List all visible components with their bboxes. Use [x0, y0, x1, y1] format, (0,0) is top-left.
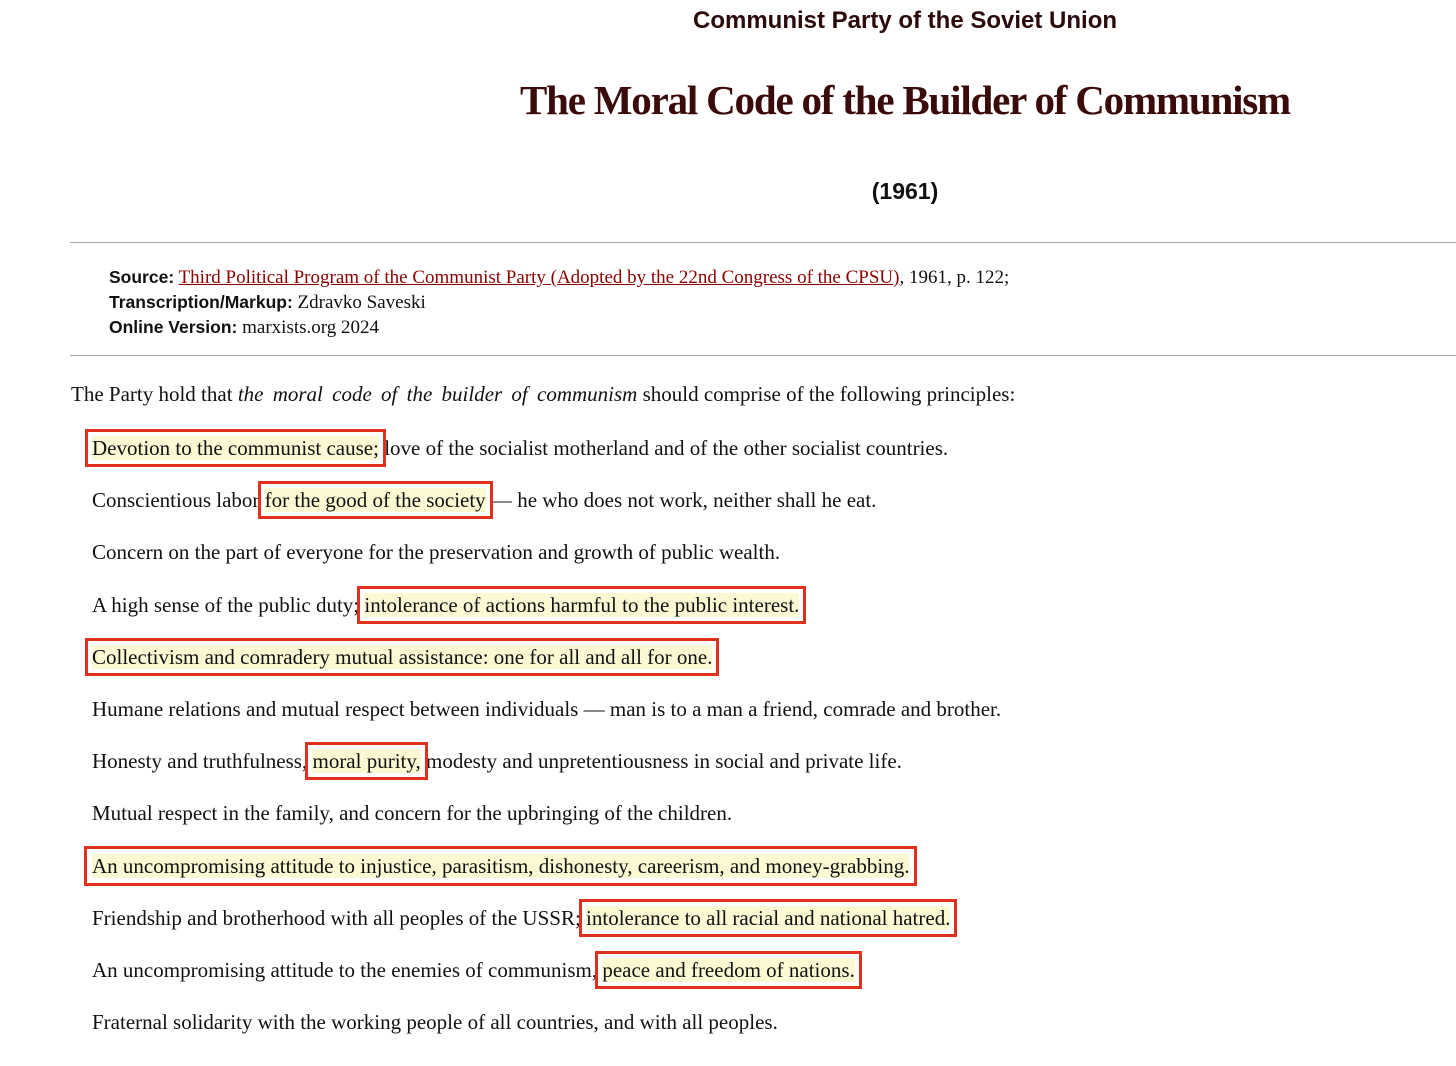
source-info — [109, 265, 1009, 340]
principle-item — [92, 852, 1001, 904]
source-label: Source: — [109, 267, 175, 287]
highlight-box: peace and freedom of nations. — [602, 957, 855, 982]
principle-text: Concern on the part of everyone for the preservation and growth of public wealth. — [92, 540, 781, 565]
highlight-box: intolerance of actions harmful to the public interest. — [364, 592, 800, 617]
party-header: Communist Party of the Soviet Union — [692, 7, 1118, 34]
transcription-value: Zdravko Saveski — [297, 292, 426, 313]
principle-text: Conscientious labor — [92, 488, 265, 513]
online-version-label: Online Version: — [109, 317, 238, 337]
principle-item — [92, 747, 1001, 799]
highlight-box: moral purity, — [312, 749, 421, 774]
source-link[interactable]: Third Political Program of the Communist Party (Adopted by the 22nd Congress of the CPSU) — [178, 267, 900, 288]
principle-text: Humane relations and mutual respect between individuals — man is to a man a friend, comrade and brother. — [92, 696, 1002, 721]
principle-text: Mutual respect in the family, and concern for the upbringing of the children. — [92, 801, 733, 826]
principle-item — [92, 643, 1001, 695]
principle-item — [92, 904, 1001, 956]
transcription-label: Transcription/Markup: — [109, 292, 293, 312]
intro-after: should comprise of the following principles: — [637, 382, 1016, 406]
intro-emphasis: the moral code of the builder of communism — [237, 382, 638, 406]
principle-item — [92, 799, 1001, 851]
intro-paragraph — [71, 382, 1015, 407]
highlight-box: An uncompromising attitude to injustice, parasitism, dishonesty, careerism, and money-grabbing. — [92, 853, 910, 878]
principle-text: An uncompromising attitude to the enemies of communism, — [92, 957, 603, 982]
principles-list — [92, 434, 1001, 1060]
online-version-line — [109, 315, 1009, 340]
highlight-box: Devotion to the communist cause; — [92, 436, 379, 460]
source-suffix: , 1961, p. 122; — [899, 267, 1010, 288]
highlight-box: Collectivism and comradery mutual assistance: one for all and all for one. — [92, 644, 713, 669]
principle-item — [92, 434, 1001, 486]
online-version-value: marxists.org 2024 — [242, 317, 379, 338]
divider-top — [70, 242, 1456, 243]
principle-item — [92, 1008, 1001, 1060]
transcription-line — [109, 290, 1009, 315]
divider-bottom — [70, 355, 1456, 356]
principle-text: love of the socialist motherland and of the other socialist countries. — [378, 436, 949, 460]
highlight-box: for the good of the society — [264, 488, 486, 513]
principle-text: — he who does not work, neither shall he eat. — [485, 488, 877, 513]
principle-item — [92, 538, 1001, 590]
principle-text: Honesty and truthfulness, — [92, 749, 313, 774]
principle-item — [92, 591, 1001, 643]
principle-item — [92, 486, 1001, 538]
page-title: The Moral Code of the Builder of Communism — [520, 77, 1290, 123]
principle-text: modesty and unpretentiousness in social and private life. — [420, 749, 902, 774]
principle-item — [92, 695, 1001, 747]
principle-text: Friendship and brotherhood with all peoples of the USSR; — [92, 905, 587, 930]
principle-item — [92, 956, 1001, 1008]
source-line — [109, 265, 1009, 290]
principle-text: Fraternal solidarity with the working people of all countries, and with all peoples. — [92, 1010, 778, 1035]
year-label: (1961) — [871, 178, 939, 204]
intro-before: The Party hold that — [71, 382, 238, 406]
principle-text: A high sense of the public duty; — [92, 592, 365, 617]
highlight-box: intolerance to all racial and national hatred. — [586, 905, 951, 930]
